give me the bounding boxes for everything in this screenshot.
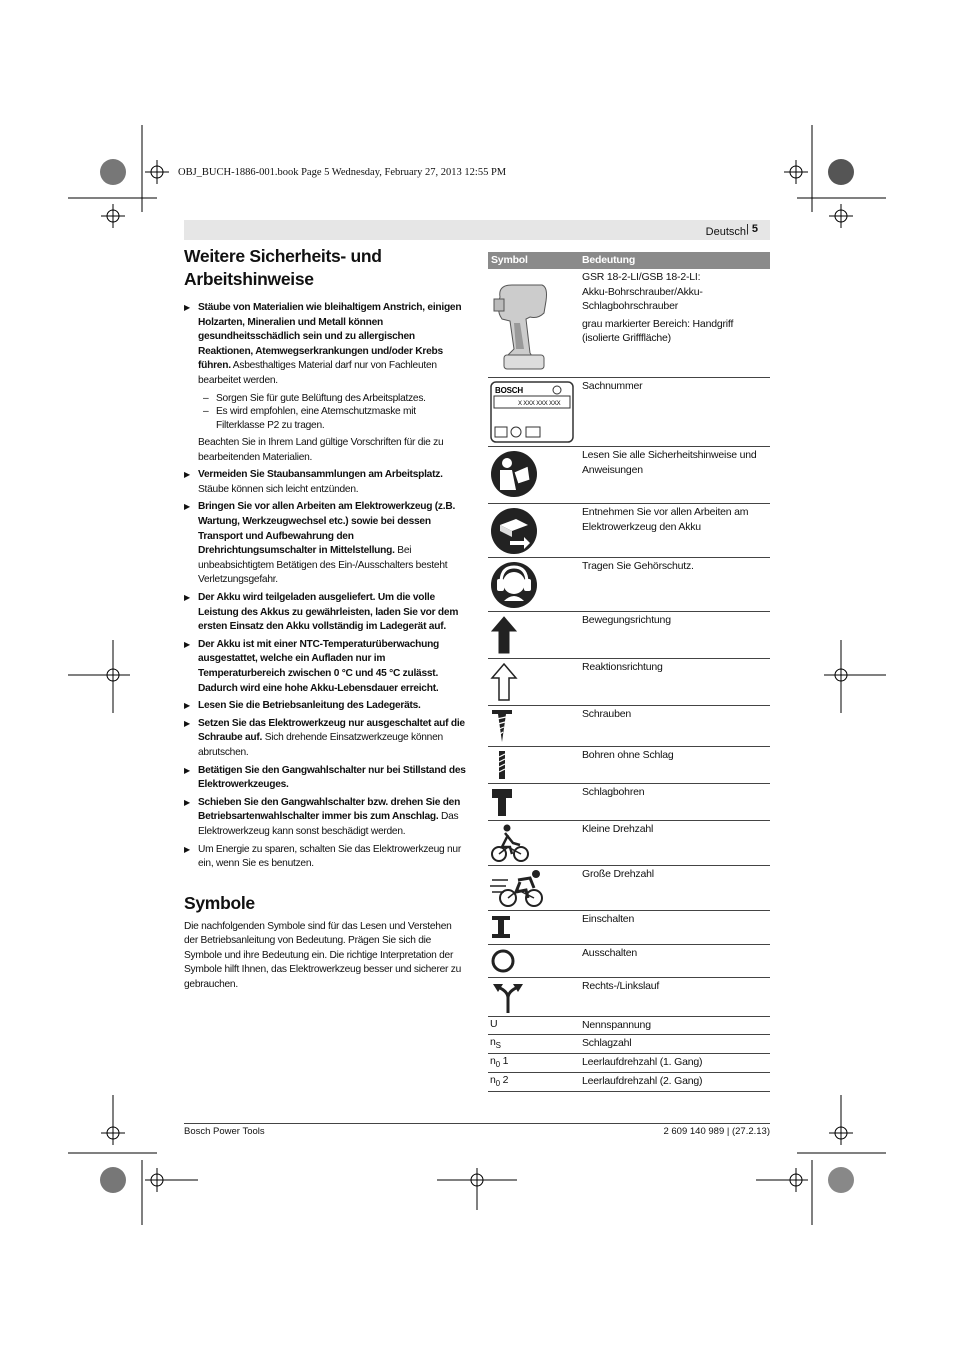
safety-item: ▶ Schieben Sie den Gangwahlschalter bzw. drehen Sie den Betriebsartenwahlschalter immer bis zum Anschlag. Das Elektrowerkzeug kann sonst beschädigt werden. bbox=[184, 796, 466, 840]
ear-protection-icon bbox=[490, 561, 538, 609]
left-column bbox=[184, 245, 466, 993]
footer-left: Bosch Power Tools bbox=[184, 1126, 265, 1137]
dash-item: – Es wird empfohlen, eine Atemschutzmaske mit Filterklasse P2 zu tragen. bbox=[184, 405, 466, 432]
safety-item: ▶ Betätigen Sie den Gangwahlschalter nur bei Stillstand des Elektrowerkzeuges. bbox=[184, 764, 466, 793]
row-text: Leerlaufdrehzahl (1. Gang) bbox=[582, 1056, 703, 1068]
row-text: Tragen Sie Gehörschutz. bbox=[582, 560, 694, 572]
page-number: 5 bbox=[751, 223, 758, 235]
row-text: Leerlaufdrehzahl (2. Gang) bbox=[582, 1075, 703, 1087]
high-speed-icon bbox=[490, 868, 548, 908]
nameplate-code: X XXX XXX XXX bbox=[518, 401, 561, 407]
safety-item: ▶ Der Akku ist mit einer NTC-Temperaturüberwachung ausgestattet, welche ein Aufladen nur im Temperaturbereich zwischen 0 °C und 45 °C zulässt. Dadurch wird eine hohe Akku-Lebensdauer erreicht. bbox=[184, 638, 466, 696]
row-text: Nennspannung bbox=[582, 1019, 651, 1031]
table-row bbox=[488, 1017, 770, 1035]
safety-note: Beachten Sie in Ihrem Land gültige Vorschriften für die zu bearbeitenden Materialien. bbox=[198, 437, 444, 463]
col-meaning: Bedeutung bbox=[582, 254, 636, 266]
table-row bbox=[488, 866, 770, 911]
table-row bbox=[488, 911, 770, 945]
table-row bbox=[488, 945, 770, 978]
nameplate-icon bbox=[490, 381, 574, 443]
drill-bit-icon bbox=[490, 749, 514, 781]
drill-icon bbox=[490, 279, 552, 371]
row-text: Rechts-/Linkslauf bbox=[582, 980, 660, 992]
symbol-impact-rate: $n_S$ bbox=[490, 1036, 501, 1051]
safety-item: ▶ Lesen Sie die Betriebsanleitung des Ladegeräts. bbox=[184, 699, 466, 714]
row-text: Lesen Sie alle Sicherheitshinweise und Anweisungen bbox=[582, 449, 757, 476]
rotation-direction-icon bbox=[490, 980, 526, 1014]
row-text: Sachnummer bbox=[582, 380, 643, 392]
table-row bbox=[488, 1073, 770, 1092]
row-text: Schrauben bbox=[582, 708, 631, 720]
dash-item: – Sorgen Sie für gute Belüftung des Arbeitsplatzes. bbox=[184, 392, 466, 406]
row-text: Bohren ohne Schlag bbox=[582, 749, 674, 761]
symbol-voltage: U bbox=[490, 1018, 498, 1030]
safety-item: ▶ Um Energie zu sparen, schalten Sie das Elektrowerkzeug nur ein, wenn Sie es benutzen. bbox=[184, 843, 466, 872]
hammer-icon bbox=[490, 787, 514, 817]
table-row bbox=[488, 558, 770, 612]
table-header bbox=[488, 252, 770, 269]
section-title-safety: Weitere Sicherheits- und Arbeitshinweise bbox=[184, 246, 382, 289]
print-header: OBJ_BUCH-1886-001.book Page 5 Wednesday, February 27, 2013 12:55 PM bbox=[178, 167, 507, 178]
symbols-intro: Die nachfolgenden Symbole sind für das Lesen und Verstehen der Betriebsanleitung von Bedeutung. Prägen Sie sich die Symbole und ihre Bedeutung ein. Die richtige Interpretation der Symbole hilft Ihnen, das Elektrowerkzeug besser und sicherer zu gebrauchen. bbox=[184, 920, 462, 991]
page-header: Deutsch | 5 bbox=[705, 223, 758, 238]
movement-arrow-icon bbox=[490, 615, 518, 655]
safety-item: ▶ Stäube von Materialien wie bleihaltigem Anstrich, einigen Holzarten, Mineralien und Metall können gesundheitsschädlich sein und zu allergischen Reaktionen, Atemwegserkrankungen und/oder Krebs führen. Asbesthaltiges Material darf nur von Fachleuten bearbeitet werden. bbox=[184, 301, 466, 389]
footer-right: 2 609 140 989 | (27.2.13) bbox=[663, 1126, 770, 1137]
table-row bbox=[488, 747, 770, 784]
symbol-table bbox=[488, 252, 770, 1092]
safety-item: ▶ Der Akku wird teilgeladen ausgeliefert. Um die volle Leistung des Akkus zu gewährleisten, laden Sie vor dem ersten Einsatz den Akku vollständig im Ladegerät auf. bbox=[184, 591, 466, 635]
safety-item: ▶ Vermeiden Sie Staubansammlungen am Arbeitsplatz. Stäube können sich leicht entzünden. bbox=[184, 468, 466, 497]
table-row bbox=[488, 378, 770, 447]
nameplate-brand: BOSCH bbox=[495, 386, 523, 395]
symbol-no-load-2: $n_0$ 2 bbox=[490, 1074, 509, 1089]
row-text: Schlagzahl bbox=[582, 1037, 632, 1049]
power-on-icon bbox=[490, 914, 514, 940]
reaction-arrow-icon bbox=[490, 662, 518, 702]
row-text: GSR 18-2-LI/GSB 18-2-LI: Akku-Bohrschrauber/Akku-Schlagbohrschrauber grau markierter Bereich: Handgriff (isolierte Grifffläche) bbox=[582, 271, 734, 344]
low-speed-icon bbox=[490, 823, 530, 863]
safety-item: ▶ Bringen Sie vor allen Arbeiten am Elektrowerkzeug (z.B. Wartung, Werkzeugwechsel etc.) sowie bei dessen Transport und Aufbewahrung den Drehrichtungsumschalter in Mittelstellung. Bei unbeabsichtigtem Betätigen des Ein-/Ausschalters besteht Verletzungsgefahr. bbox=[184, 500, 466, 588]
row-text: Bewegungsrichtung bbox=[582, 614, 671, 626]
row-text: Entnehmen Sie vor allen Arbeiten am Elektrowerkzeug den Akku bbox=[582, 506, 749, 533]
table-row bbox=[488, 504, 770, 558]
table-row bbox=[488, 659, 770, 706]
table-row bbox=[488, 447, 770, 504]
row-text: Kleine Drehzahl bbox=[582, 823, 654, 835]
table-row bbox=[488, 1054, 770, 1073]
table-row bbox=[488, 612, 770, 659]
power-off-icon bbox=[490, 948, 516, 974]
screw-icon bbox=[490, 708, 514, 744]
table-row bbox=[488, 1035, 770, 1054]
read-manual-icon bbox=[490, 450, 538, 498]
table-row bbox=[488, 706, 770, 747]
table-row bbox=[488, 784, 770, 821]
row-text: Einschalten bbox=[582, 913, 635, 925]
col-symbol: Symbol bbox=[491, 254, 528, 266]
symbol-no-load-1: $n_0$ 1 bbox=[490, 1055, 509, 1070]
table-row bbox=[488, 269, 770, 378]
page-header-bar bbox=[184, 220, 770, 240]
page-footer bbox=[184, 1123, 770, 1137]
safety-item: ▶ Setzen Sie das Elektrowerkzeug nur ausgeschaltet auf die Schraube auf. Sich drehende Einsatzwerkzeuge können abrutschen. bbox=[184, 717, 466, 761]
table-row bbox=[488, 978, 770, 1017]
row-text: Schlagbohren bbox=[582, 786, 645, 798]
remove-battery-icon bbox=[490, 507, 538, 555]
section-title-symbols: Symbole bbox=[184, 892, 255, 913]
header-language: Deutsch bbox=[705, 226, 746, 238]
row-text: Reaktionsrichtung bbox=[582, 661, 663, 673]
row-text: Ausschalten bbox=[582, 947, 638, 959]
row-text: Große Drehzahl bbox=[582, 868, 654, 880]
table-row bbox=[488, 821, 770, 866]
